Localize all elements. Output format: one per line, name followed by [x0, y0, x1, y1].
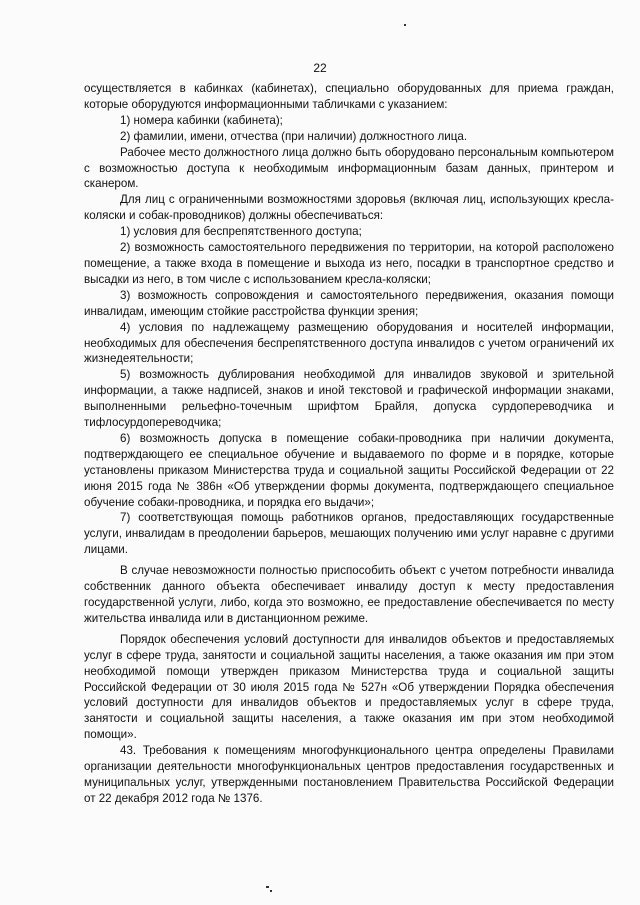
scan-speck — [404, 24, 406, 26]
scan-speck — [270, 890, 272, 892]
list-item-equipment-placement: 4) условия по надлежащему размещению оборудования и носителей информации, необходимых для обеспечения беспрепятственного доступа инвалидов с учетом ограничений их жизнедеятельности; — [84, 320, 614, 366]
page-number: 22 — [313, 61, 327, 75]
paragraph-accessibility-order: Порядок обеспечения условий доступности для инвалидов объектов и предоставляемых услуг в сфере труда, занятости и социальной защиты населения, а также оказания им при этом необходимой помощи утвержден приказом Министерства труда и социальной защиты Российской Федерации от 30 июля 2015 года № 527н «Об утверждении Порядка обеспечения условий доступности для инвалидов объектов и предоставляемых услуг в сфере труда, занятости и социальной защиты населения, а также оказания им при этом необходимой помощи». — [84, 632, 614, 742]
list-item-official-name: 2) фамилии, имени, отчества (при наличии) должностного лица. — [120, 129, 468, 143]
list-item-booth-number: 1) номера кабинки (кабинета); — [120, 113, 283, 127]
paragraph-impossible-adaptation: В случае невозможности полностью приспособить объект с учетом потребности инвалида собственник данного объекта обеспечивает инвалиду доступ к месту предоставления государственной услуги, либо, когда это возможно, ее предоставление обеспечивается по месту жительства инвалида или в дистанционном режиме. — [84, 564, 614, 625]
list-item-information-duplication: 5) возможность дублирования необходимой для инвалидов звуковой и зрительной информации, а также надписей, знаков и иной текстовой и графической информации знаками, выполненными рельефно-точечным шрифтом Брайля, допуска сурдопереводчика и тифлосурдопереводчика; — [84, 368, 614, 430]
paragraph-workplace: Рабочее место должностного лица должно быть оборудовано персональным компьютером с возможностью доступа к необходимым информационным базам данных, принтером и сканером. — [84, 145, 614, 191]
list-item-movement: 2) возможность самостоятельного передвижения по территории, на которой расположено помещение, а также входа в помещение и выхода из него, посадки в транспортное средство и высадки из него, в том числе с использованием кресла-коляски; — [84, 241, 614, 286]
paragraph-disabled-persons: Для лиц с ограниченными возможностями здоровья (включая лиц, использующих кресла-коляски и собак-проводников) должны обеспечиваться: — [84, 193, 614, 223]
document-body — [84, 81, 614, 807]
list-item-access-conditions: 1) условия для беспрепятственного доступа; — [120, 225, 362, 239]
list-item-escort: 3) возможность сопровождения и самостоятельного передвижения, оказания помощи инвалидам, имеющим стойкие расстройства функции зрения; — [84, 288, 614, 318]
list-item-guide-dog: 6) возможность допуска в помещение собаки-проводника при наличии документа, подтверждающего ее специальное обучение и выдаваемого по форме и в порядке, которые установлены приказом Министерства труда и социальной защиты Российской Федерации от 22 июня 2015 года № 386н «Об утверждении формы документа, подтверждающего специальное обучение собаки-проводника, и порядка его выдачи»; — [84, 431, 614, 509]
paragraph-item-43: 43. Требования к помещениям многофункционального центра определены Правилами организации деятельности многофункциональных центров предоставления государственных и муниципальных услуг, утвержденными постановлением Правительства Российской Федерации от 22 декабря 2012 года № 1376. — [84, 744, 614, 805]
paragraph-continuation: осуществляется в кабинках (кабинетах), специально оборудованных для приема граждан, которые оборудуются информационными табличками с указанием: — [84, 82, 614, 111]
scan-speck — [266, 886, 269, 888]
list-item-staff-assistance: 7) соответствующая помощь работников органов, предоставляющих государственные услуги, инвалидам в преодолении барьеров, мешающих получению ими услуг наравне с другими лицами. — [84, 511, 614, 557]
